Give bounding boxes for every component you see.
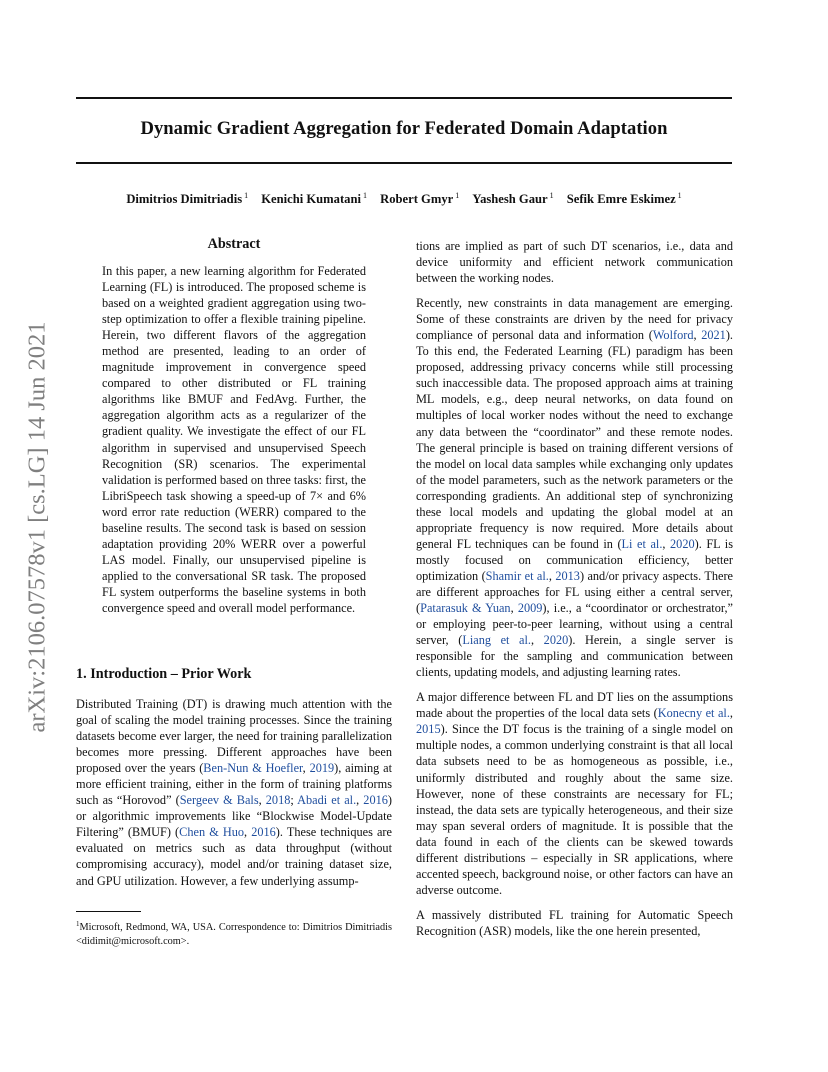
citation-link[interactable]: Shamir et al. (485, 568, 549, 583)
author-affiliation-mark: 1 (677, 191, 682, 200)
paragraph-text: , (302, 761, 310, 776)
author (380, 192, 459, 206)
author (472, 192, 553, 206)
paragraph-text: ). FL is mostly focused on communication efficiency, better optimization ( (416, 536, 733, 583)
paragraph-text: , (244, 825, 252, 840)
intro-right-column (416, 238, 733, 948)
arxiv-identifier-text: arXiv:2106.07578v1 [cs.LG] 14 Jun 2021 (23, 321, 51, 733)
citation-link[interactable]: 2019 (309, 761, 335, 776)
paragraph-text: ) or algorithmic improvements like “Blockwise Model-Update Filtering” (BMUF) ( (76, 793, 392, 840)
paragraph-text: ). To this end, the Federated Learning (FL) paradigm has been proposed, addressing privacy concerns while still processing such inaccessible data. The proposed approach aims at training ML models, e.g., deep neural networks, on data found on multiples of local worker nodes without the need to exchange any data between the “coordinator” and these remote nodes. The general principle is based on training different versions of the model on local data samples while exchanging only updates of the model parameters, such as the network parameters or the corresponding gradients. An additional step of synchronizing these local models and updating the global model at an appropriate frequency is now required. More details about general FL techniques can be found in ( (416, 328, 733, 551)
citation-link[interactable]: 2013 (555, 568, 580, 583)
citation-link[interactable]: Wolford (652, 328, 694, 343)
author-affiliation-mark: 1 (244, 191, 249, 200)
paragraph-text: , (510, 601, 518, 616)
footnote-rule (76, 911, 141, 912)
section-heading: 1. Introduction – Prior Work (76, 666, 252, 682)
paragraph-text: Recently, new constraints in data management are emerging. Some of these constraints are driven by the need for privacy compliance of personal data and information ( (416, 296, 733, 343)
paragraph-text: A massively distributed FL training for Automatic Speech Recognition (ASR) models, like the one herein presented, (416, 907, 733, 938)
author-affiliation-mark: 1 (455, 191, 460, 200)
author-name: Robert Gmyr (380, 192, 454, 206)
title-bottom-rule (76, 162, 732, 164)
paragraph-text: ), aiming at more efficient training, either in the form of training platforms such as “Horovod” ( (76, 761, 392, 808)
author-name: Dimitrios Dimitriadis (126, 192, 243, 206)
footnote-text: Microsoft, Redmond, WA, USA. Correspondence to: Dimitrios Dimitriadis <didimit@microsoft.com>. (76, 922, 392, 947)
paragraph-text: Distributed Training (DT) is drawing much attention with the goal of scaling the model training processes. Since the training datasets become ever larger, the need for training parallelization becomes more pressing. Different approaches have been proposed over the years ( (76, 697, 392, 776)
intro-left-column (76, 696, 392, 898)
paragraph-text: tions are implied as part of such DT scenarios, i.e., data and device uniformity and efficient network communication between the working nodes. (416, 239, 733, 286)
citation-link[interactable]: Abadi et al. (297, 793, 357, 808)
citation-link[interactable]: Sergeev & Bals (179, 793, 259, 808)
paragraph (76, 696, 392, 889)
paragraph-text: ). Since the DT focus is the training of a single model on multiple nodes, a common underlying constraint is that all local data subsets need to be as homogeneous as possible, i.e., uniformly distributed and roughly about the same size. However, none of these constraints are necessary for FL; instead, the data sets are typically heterogeneous, and their size may span several orders of magnitude. It is possible that the data found in each of the clients can be skewed towards different distributions – especially in SR applications, where accented speech, background noise, or other factors can have an adverse outcome. (416, 722, 733, 897)
citation-link[interactable]: 2021 (701, 328, 726, 343)
abstract-heading: Abstract (207, 236, 261, 252)
paragraph-text: , (258, 793, 266, 808)
author-name: Sefik Emre Eskimez (566, 192, 676, 206)
paragraph-text: , (548, 568, 556, 583)
citation-link[interactable]: 2016 (251, 825, 276, 840)
citation-link[interactable]: 2018 (265, 793, 291, 808)
paragraph-text: , (531, 633, 544, 648)
paragraph-text: ) and/or privacy aspects. There are different approaches for FL using either a central server, ( (416, 568, 734, 616)
author-list (76, 191, 732, 207)
citation-link[interactable]: Chen & Huo (179, 825, 245, 840)
author (567, 192, 682, 206)
citation-link[interactable]: 2020 (670, 536, 695, 551)
citation-link[interactable]: Liang et al. (462, 633, 531, 648)
paragraph-text: ). Herein, a single server is responsible for the sampling and communication between clients, updating models, and adjusting learning rates. (416, 633, 733, 680)
footnote-mark: 1 (76, 920, 80, 928)
paragraph (416, 689, 733, 898)
paper-title: Dynamic Gradient Aggregation for Federated Domain Adaptation (140, 118, 668, 139)
author-affiliation-mark: 1 (549, 191, 554, 200)
author-name: Kenichi Kumatani (261, 192, 361, 206)
paragraph (416, 238, 733, 286)
paragraph-text: A major difference between FL and DT lies on the assumptions made about the properties of the local data sets ( (416, 690, 733, 721)
citation-link[interactable]: 2015 (416, 722, 441, 737)
citation-link[interactable]: Ben-Nun & Hoefler (203, 761, 303, 776)
arxiv-identifier (22, 292, 52, 762)
paragraph-text: , (356, 793, 364, 808)
paragraph-text: , (693, 328, 702, 343)
paragraph-text: ), i.e., a “coordinator or orchestrator,” or employing peer-to-peer learning, without using a central server, ( (416, 601, 733, 648)
abstract-body: In this paper, a new learning algorithm for Federated Learning (FL) is introduced. The proposed scheme is based on a weighted gradient aggregation using two-step optimization to offer a flexible training pipeline. Herein, two different flavors of the aggregation method are presented, leading to an order of magnitude improvement in convergence speed compared to other distributed or FL training algorithms like BMUF and FedAvg. Further, the aggregation algorithm acts as a regularizer of the gradient quality. We investigate the effect of our FL algorithm in supervised and unsupervised Speech Recognition (SR) scenarios. The experimental validation is performed based on three tasks: first, the LibriSpeech task showing a speed-up of 7× and 6% word error rate reduction (WERR) compared to the baseline results. The second task is based on session adaptation providing 20% WERR over a powerful LAS model. Finally, our unsupervised pipeline is applied to the conversational SR task. The proposed FL system outperforms the baseline systems in both convergence speed and overall model performance. (102, 264, 366, 615)
footnote (76, 917, 392, 949)
author (261, 192, 367, 206)
citation-link[interactable]: Konecny et al. (657, 706, 730, 721)
citation-link[interactable]: Li et al. (621, 536, 663, 551)
author (126, 192, 248, 206)
author-affiliation-mark: 1 (362, 191, 367, 200)
paragraph (416, 907, 733, 939)
paragraph (416, 295, 733, 680)
citation-link[interactable]: 2020 (543, 633, 569, 648)
citation-link[interactable]: 2016 (363, 793, 388, 808)
title-top-rule (76, 97, 732, 99)
paragraph-text: , (662, 536, 671, 551)
citation-link[interactable]: 2009 (517, 601, 543, 616)
paragraph-text: ; (290, 793, 298, 808)
paragraph-text: ). These techniques are evaluated on metrics such as data throughput (without compromising accuracy), model and/or training dataset size, and GPU utilization. However, a few underlying assump- (76, 825, 392, 888)
paragraph-text: , (729, 706, 733, 721)
author-name: Yashesh Gaur (472, 192, 548, 206)
citation-link[interactable]: Patarasuk & Yuan (420, 601, 511, 616)
